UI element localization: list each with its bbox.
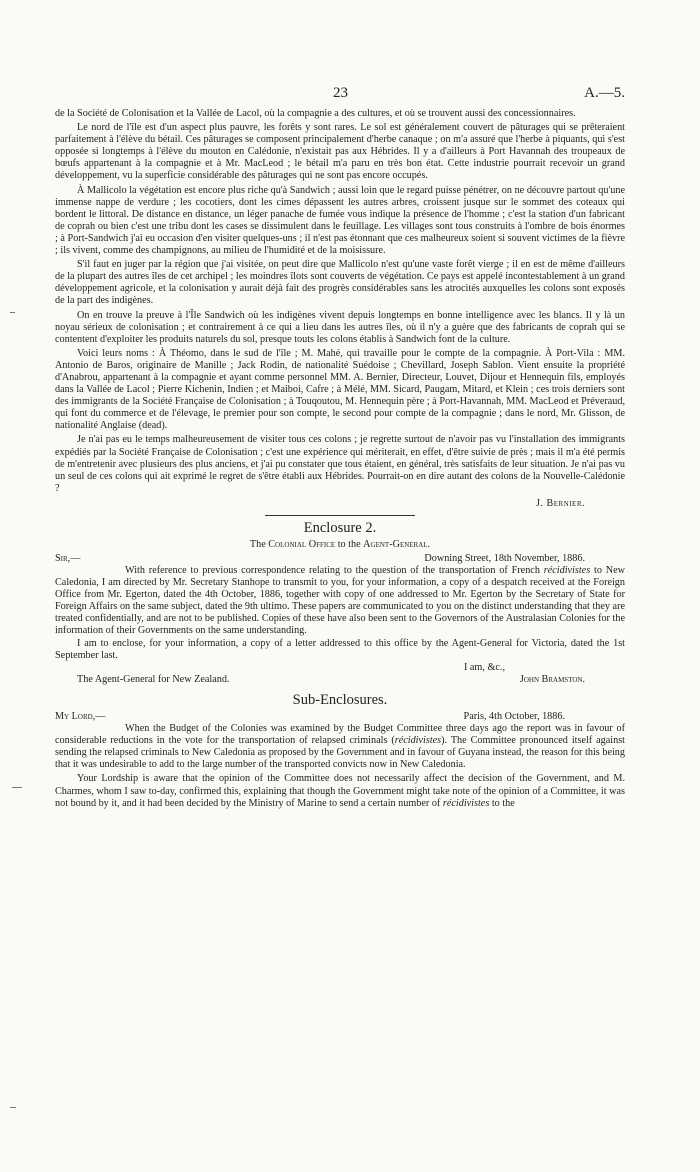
paragraph: With reference to previous correspondence relating to the question of the transportation of French récidivistes to New Caledonia, I am directed by Mr. Secretary Stanhope to transmit to you, for your information, a copy of a despatch received at the Foreign Office from Mr. Egerton, dated the 4th October, 1886, together with copy of one addressed to Mr. Egerton by the Secretary of State for Foreign Affairs on the same subject, dated the 9th ultimo. These papers are communicated to you on the distinct understanding that they are treated confidentially, and are not to be published. Copies of these have also been sent to the Governors of the Australasian Colonies for the information of their Governments on the same understanding. [55,565,626,637]
section-title: Enclosure 2. [303,519,377,536]
page-header [55,85,625,105]
closing-row [55,662,625,674]
letter-heading [55,553,625,565]
signature: J. Bernier. [536,497,585,509]
paragraph: Le nord de l'île est d'un aspect plus pauvre, les forêts y sont rares. Le sol est généralement couvert de pâturages qui se prêteraient parfaitement à l'élève du bétail. Ces pâturages se composent principalement d'herbe canaque ; on m'a assuré que l'herbe à piquants, qui s'est opposée si longtemps à l'élève du mouton en Calédonie, n'existait pas aux Hébrides. Il y a d'ailleurs à Port Havannah des troupeaux de bœufs appartenant à la compagnie et à Mr. MacLeod ; le bétail m'a paru en très bon état. Cette industrie pourrait recevoir un grand développement, vu la superficie considérable des pâturages qui ne sont pas encore occupés. [55,122,625,182]
margin-mark [12,787,22,788]
paragraph: I am to enclose, for your information, a copy of a letter addressed to this office by the Agent-General for Victoria, dated the 1st September last. [55,637,625,661]
paragraph: Je n'ai pas eu le temps malheureusement de visiter tous ces colons ; je regrette surtout de n'avoir pas vu l'installation des immigrants expédiés par la Société Française de Colonisation ; c'est une expérience qui mériterait, en effet, d'être suivie de près ; mais il m'a été permis de m'entretenir avec plusieurs des plus anciens, et j'ai pu constater que tous étaient, en général, très satisfaits de leur situation. Je n'ai pas vu un seul de ces colons qui ait exprimé le regret de s'être établi aux Hébrides. Pourrait-on en dire autant des colons de la Nouvelle-Calédonie ? [55,434,625,494]
series-number: A.—5. [584,85,625,101]
section-divider [265,515,415,516]
letter-date: Downing Street, 18th November, 1886. [424,552,585,564]
enclosure-2-section [55,520,625,686]
salutation: My Lord,— [55,710,106,722]
salutation: Sir,— [55,552,81,564]
paragraph: de la Société de Colonisation et la Vallée de Lacol, où la compagnie a des cultures, et où se trouvent aussi des concessionnaires. [55,108,576,119]
section-title: Sub-Enclosures. [292,691,388,708]
french-report-section [55,108,625,509]
addressee: The Agent-General for New Zealand. [77,673,230,685]
section-subtitle: The Colonial Office to the Agent-General. [249,538,431,550]
paragraph: Voici leurs noms : À Théomo, dans le sud de l'île ; M. Mahé, qui travaille pour le compte de la compagnie. À Port-Vila : MM. Antonio de Baros, originaire de Manille ; Jack Rodin, de nationalité Suédoise ; Chevillard, Joseph Sablon. Vient ensuite la propriété d'Anabrou, appartenant à la compagnie et ayant comme personnel MM. A. Bernier, Directeur, Louvet, Dijour et Hennequin fils, employés dans la Vallée de Lacol ; Pierre Kichenin, Indien ; et Maiboi, Cafre ; à Mélé, MM. Sicard, Paugam, Mitard, et Klein ; ces trois derniers sont des immigrants de la Société Française de Colonisation ; à Touqoutou, M. Hennequin père ; à Port-Havannah, MM. MacLeod et Préveraud, qui font du commerce et de l'élevage, le premier pour son compte, le second pour compte de la compagnie ; dans le nord, Mr. Glisson, de nationalité Anglaise (dead). [55,347,625,432]
paragraph: À Mallicolo la végétation est encore plus riche qu'à Sandwich ; aussi loin que le regard puisse pénétrer, on ne découvre partout qu'une immense nappe de verdure ; les cocotiers, dont les cimes dépassent les autres arbres, croissent jusque sur le sommet des coteaux qui bordent le littoral. De distance en distance, un léger panache de fumée vous indique la présence de l'homme ; c'est la station d'un fabricant de coprah ou bien c'est une tribu dont les cases se dissimulent dans le feuillage. Les villages sont tous construits à l'ombre de bois énormes ; à Port-Sandwich j'ai eu occasion d'en visiter quelques-uns ; il n'est pas étonnant que ces malheureux soient si souvent victimes de la fièvre ; ils vivent, comme des champignons, au milieu de l'humidité et de la moisissure. [55,184,625,257]
margin-mark [10,312,15,313]
paragraph: Your Lordship is aware that the opinion of the Committee does not necessarily affect the decision of the Government, and M. Charmes, whom I saw to-day, confirmed this, explaining that though the Government might take note of the opinion of a Committee, it was not bound by it, and it had been decided by the Ministry of Marine to send a certain number of récidivistes to the [55,773,625,809]
closing: I am, &c., [463,661,505,673]
signature: John Bramston. [519,673,585,685]
letter-date: Paris, 4th October, 1886. [463,710,565,722]
signature-row [55,674,625,686]
document-body [55,108,625,810]
letter-heading [55,711,625,723]
paragraph: S'il faut en juger par la région que j'ai visitée, on peut dire que Mallicolo n'est qu'une vaste forêt vierge ; il en est de même d'ailleurs de la plupart des autres îles de cet archipel ; les moindres îlots sont couverts de végétation. Ce pays est appelé incontestablement à un grand développement agricole, et la colonisation y aurait déjà fait des progrès considérables sans les atrocités auxquelles les colons sont exposés de la part des indigènes. [55,259,625,307]
sub-enclosures-section [55,692,625,810]
margin-mark [10,1107,16,1108]
paragraph: On en trouve la preuve à l'Île Sandwich où les indigènes vivent depuis longtemps en bonne intelligence avec les blancs. Il y là un noyau sérieux de colonisation ; et contrairement à ce qui a lieu dans les autres îles, où il n'y a guère que des fabricants de coprah qui se contentent d'exploiter les produits naturels du sol, presque touts les colons établis à Sandwich font de la culture. [55,309,625,345]
page-number: 23 [333,85,348,101]
paragraph: When the Budget of the Colonies was examined by the Budget Committee three days ago the report was in favour of considerable reductions in the vote for the transportation of relapsed criminals (récidivistes). The Committee pronounced itself against sending the relapsed criminals to New Caledonia as proposed by the Government and in favour of Guyana instead, the reason for this being that it was undesirable to add to the large number of the transported convicts now in New Caledonia. [55,723,625,771]
